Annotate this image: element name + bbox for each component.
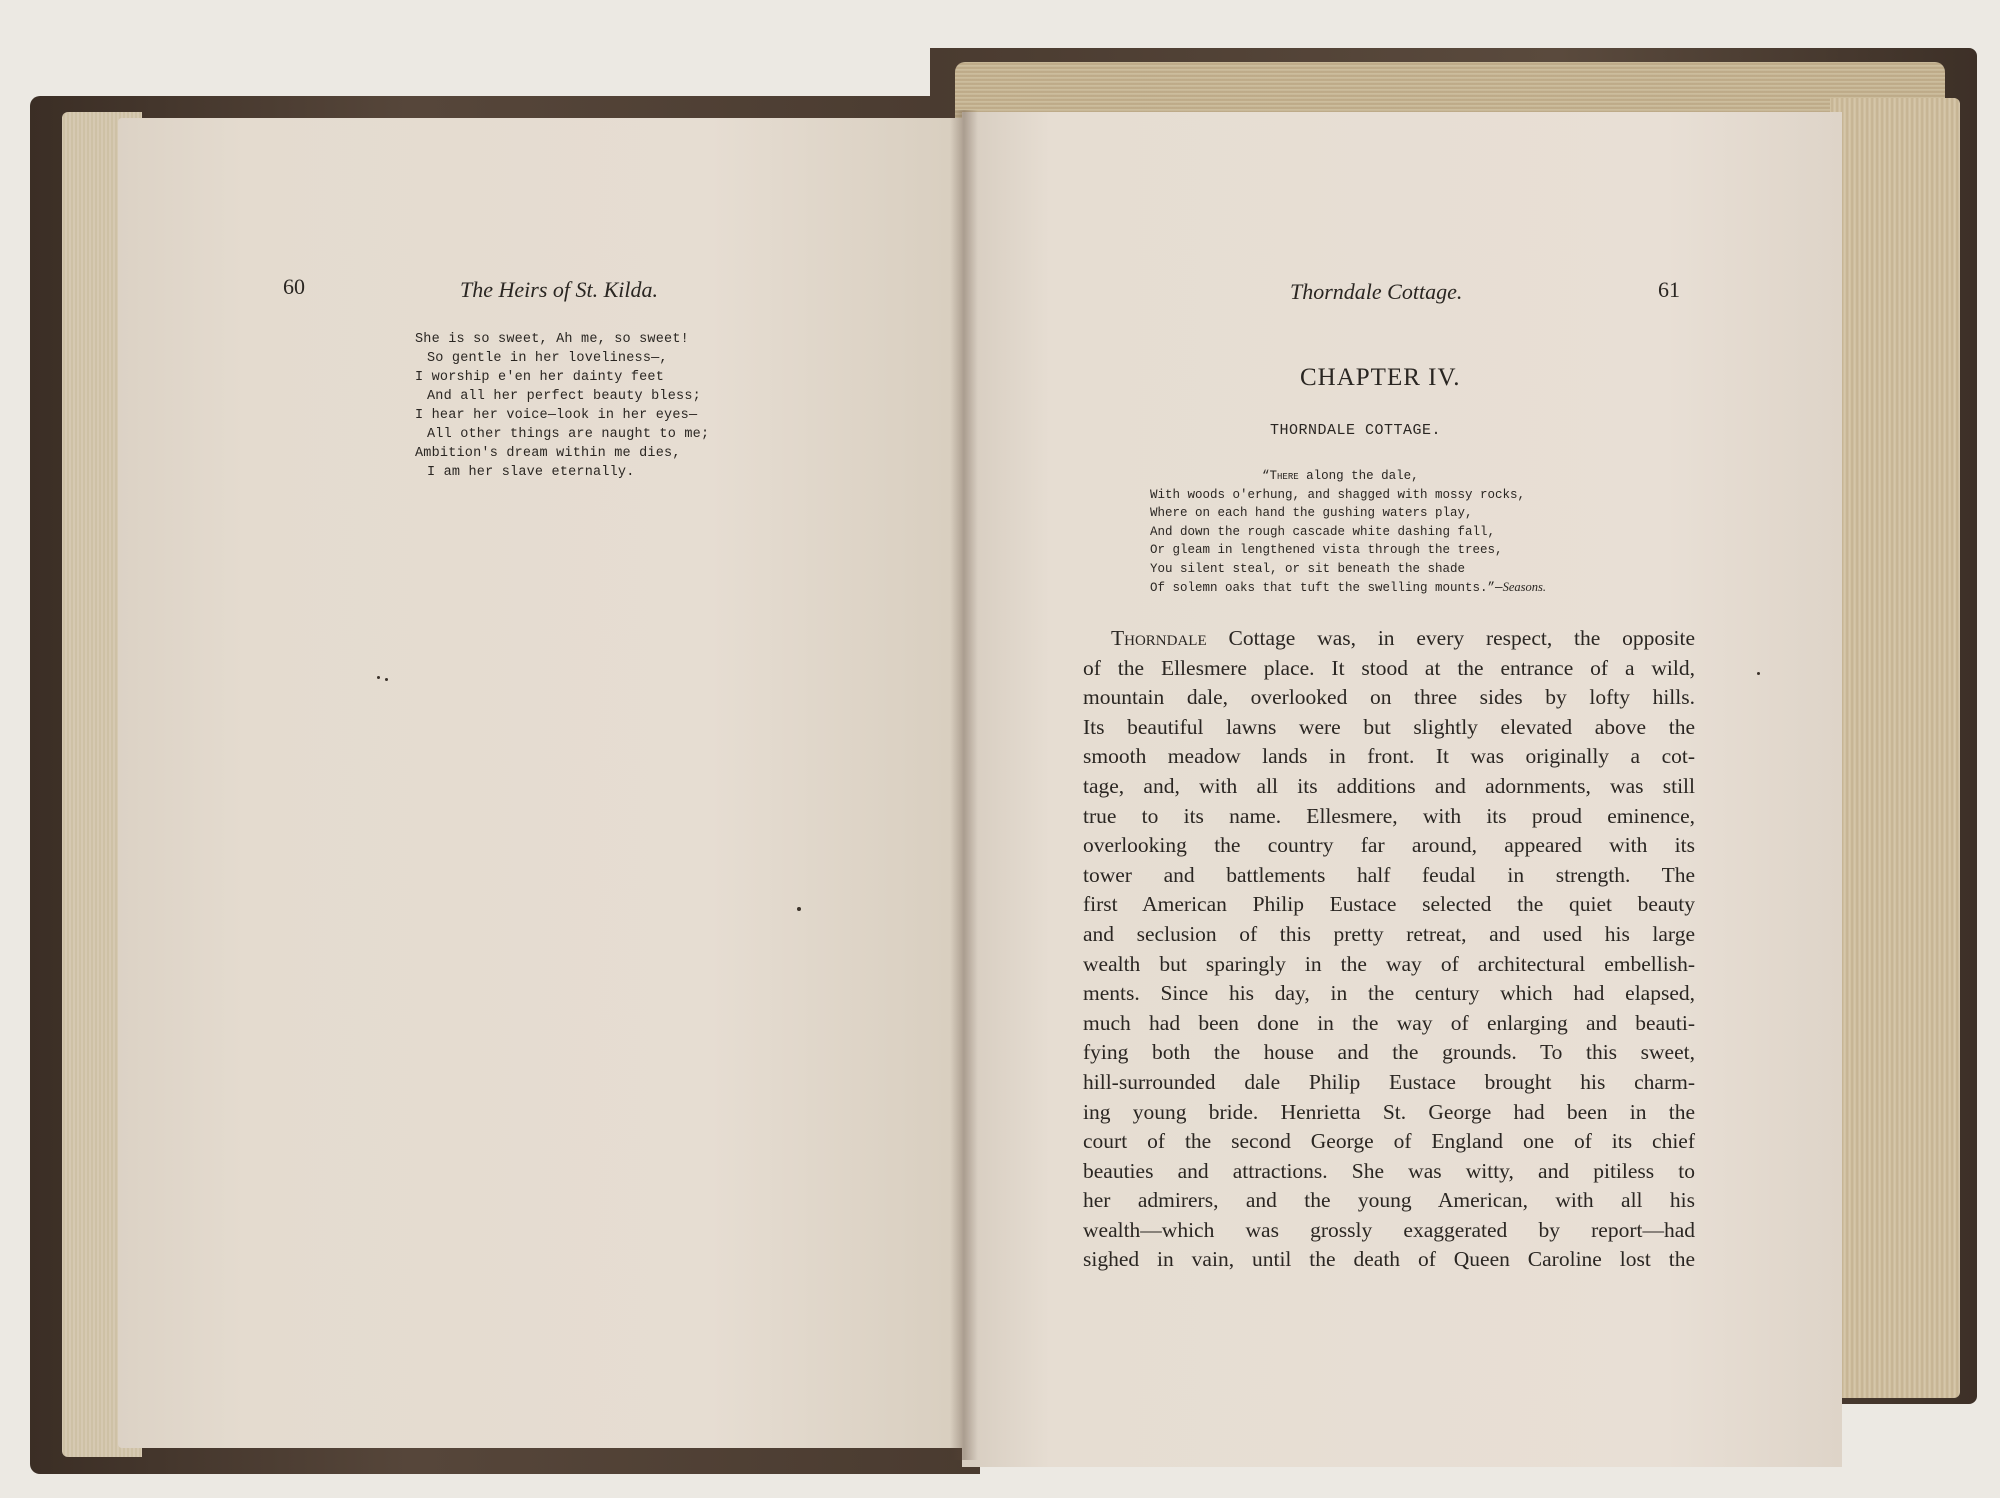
body-text (1083, 624, 1695, 1275)
page-speck (377, 676, 380, 679)
left-page-number: 60 (283, 274, 305, 299)
body-line: and seclusion of this pretty retreat, and used his large (1083, 921, 1695, 946)
body-line: overlooking the country far around, appeared with its (1083, 833, 1695, 858)
body-line: first American Philip Eustace selected the quiet beauty (1083, 892, 1695, 917)
body-line: much had been done in the way of enlarging and beauti- (1083, 1010, 1695, 1035)
epigraph-line: “There along the dale, (1262, 469, 1419, 483)
body-line: smooth meadow lands in front. It was originally a cot- (1083, 744, 1695, 769)
book-gutter (950, 110, 978, 1460)
body-line: true to its name. Ellesmere, with its proud eminence, (1083, 803, 1695, 828)
epigraph (1150, 467, 1630, 598)
body-line: wealth—which was grossly exaggerated by report—had (1083, 1217, 1695, 1242)
poem-line: I am her slave eternally. (427, 465, 635, 480)
body-line: Thorndale Cottage was, in every respect, the opposite (1111, 626, 1695, 650)
epigraph-line: You silent steal, or sit beneath the shade (1150, 561, 1466, 576)
body-line: hill-surrounded dale Philip Eustace brought his charm- (1083, 1069, 1695, 1094)
poem-line: So gentle in her loveliness—, (427, 351, 668, 366)
poem-line: And all her perfect beauty bless; (427, 389, 701, 404)
left-running-head: The Heirs of St. Kilda. (460, 277, 659, 302)
body-line: wealth but sparingly in the way of architectural embellish- (1083, 951, 1695, 976)
body-line: beauties and attractions. She was witty, and pitiless to (1083, 1158, 1695, 1183)
epigraph-source: Seasons. (1502, 580, 1546, 594)
poem-line: She is so sweet, Ah me, so sweet! (415, 332, 689, 347)
epigraph-line: With woods o'erhung, and shagged with mossy rocks, (1150, 487, 1526, 502)
body-line: ing young bride. Henrietta St. George had been in the (1083, 1099, 1695, 1124)
page-speck (797, 907, 801, 911)
body-line: court of the second George of England one of its chief (1083, 1129, 1695, 1154)
body-line: mountain dale, overlooked on three sides by lofty hills. (1083, 685, 1695, 710)
poem-line: Ambition's dream within me dies, (415, 446, 681, 461)
body-line: her admirers, and the young American, with all his (1083, 1188, 1695, 1213)
body-line: sighed in vain, until the death of Queen Caroline lost the (1083, 1247, 1695, 1272)
page-block-right (1830, 98, 1960, 1398)
left-page[interactable] (118, 118, 963, 1448)
epigraph-line: And down the rough cascade white dashing fall, (1150, 524, 1496, 539)
page-speck (1757, 672, 1760, 675)
chapter-title: CHAPTER IV. (1300, 364, 1461, 391)
poem (415, 330, 735, 482)
chapter-subtitle: THORNDALE COTTAGE. (1270, 422, 1442, 439)
right-page-number: 61 (1658, 277, 1680, 302)
body-line: Its beautiful lawns were but slightly elevated above the (1083, 714, 1695, 739)
poem-line: I worship e'en her dainty feet (415, 370, 665, 385)
poem-line: I hear her voice—look in her eyes— (415, 408, 698, 423)
right-running-head: Thorndale Cottage. (1290, 279, 1463, 304)
poem-line: All other things are naught to me; (427, 427, 710, 442)
epigraph-line: Where on each hand the gushing waters play, (1150, 506, 1473, 520)
body-line: of the Ellesmere place. It stood at the entrance of a wild, (1083, 655, 1695, 680)
body-line: fying both the house and the grounds. To this sweet, (1083, 1040, 1695, 1065)
epigraph-line: Of solemn oaks that tuft the swelling mounts.”—Seasons. (1150, 580, 1546, 595)
body-line: tage, and, with all its additions and adornments, was still (1083, 773, 1695, 798)
body-line: ments. Since his day, in the century which had elapsed, (1083, 981, 1695, 1006)
body-line: tower and battlements half feudal in strength. The (1083, 862, 1695, 887)
epigraph-line: Or gleam in lengthened vista through the trees, (1150, 543, 1503, 557)
page-speck (385, 678, 388, 681)
